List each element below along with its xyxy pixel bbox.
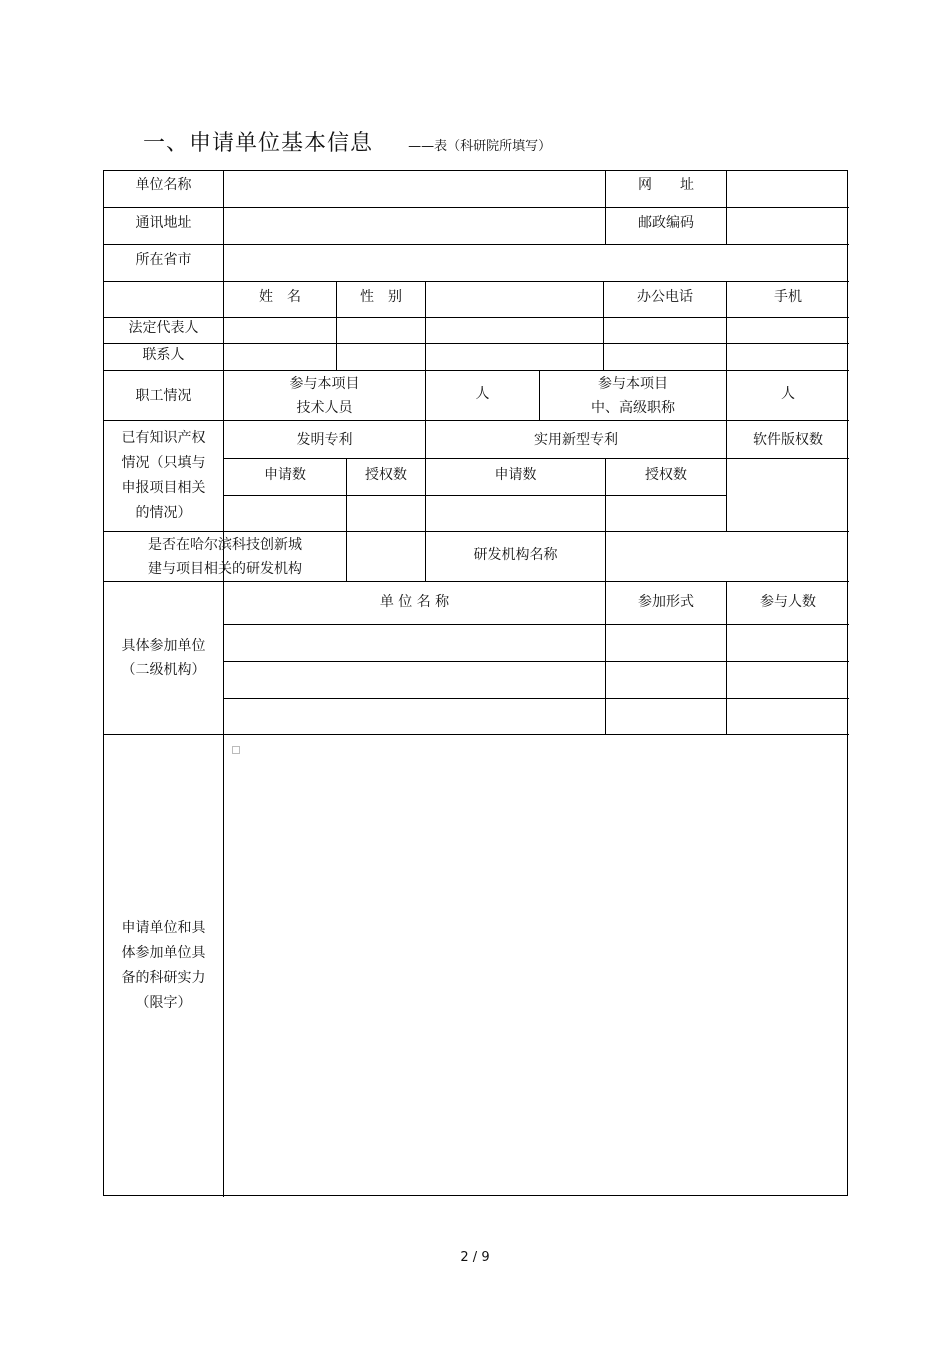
website-label: 网 址 (638, 177, 694, 193)
rd-institution-question: 是否在哈尔滨科技创新城 建与项目相关的研发机构 (148, 536, 302, 577)
page-number: 2 / 9 (460, 1250, 490, 1265)
software-copyright-header: 软件版权数 (753, 431, 823, 448)
staff-senior-unit: 人 (781, 386, 795, 402)
staff-tech-unit: 人 (475, 386, 490, 402)
postcode-label: 邮政编码 (638, 215, 694, 231)
legal-representative-label: 法定代表人 (128, 320, 199, 336)
invention-apply-count-header: 申请数 (264, 467, 306, 483)
province-field[interactable] (224, 245, 849, 281)
rd-institution-name-label: 研发机构名称 (473, 546, 558, 563)
participant-name-header: 单 位 名 称 (379, 593, 450, 610)
page-subtitle: ——表（科研院所填写） (408, 139, 552, 154)
participant-unit-label: 具体参加单位 （二级机构） (121, 638, 206, 678)
staff-label: 职工情况 (135, 387, 192, 404)
invention-grant-count-header: 授权数 (365, 467, 407, 483)
name-column-header: 姓 名 (259, 289, 301, 305)
unit-name-label: 单位名称 (135, 177, 192, 193)
utility-grant-count-header: 授权数 (645, 467, 687, 483)
gender-column-header: 性 别 (360, 289, 402, 305)
research-capability-field[interactable] (224, 735, 849, 1195)
utility-apply-count-header: 申请数 (494, 467, 537, 483)
staff-tech-label: 参与本项目 技术人员 (289, 375, 360, 416)
participant-form-header: 参加形式 (638, 593, 694, 610)
research-capability-label: 申请单位和具 体参加单位具 备的科研实力 （限字） (121, 920, 206, 1011)
website-field[interactable] (727, 171, 849, 207)
rd-institution-name-field[interactable] (606, 532, 849, 581)
invention-patent-header: 发明专利 (296, 431, 353, 448)
participant-count-header: 参与人数 (760, 593, 816, 610)
utility-patent-header: 实用新型专利 (534, 431, 618, 448)
application-form-table (103, 170, 848, 1196)
contact-person-label: 联系人 (142, 347, 185, 363)
postcode-field[interactable] (727, 208, 849, 244)
unit-name-field[interactable] (224, 171, 605, 207)
mobile-column-header: 手机 (774, 289, 802, 305)
form-heading (143, 126, 551, 157)
checkbox-icon[interactable] (232, 746, 240, 754)
address-field[interactable] (224, 208, 605, 244)
staff-senior-label: 参与本项目 中、高级职称 (591, 375, 675, 416)
province-label: 所在省市 (135, 252, 192, 268)
office-phone-column-header: 办公电话 (637, 289, 693, 305)
page-title: 一、申请单位基本信息 (143, 131, 374, 156)
address-label: 通讯地址 (135, 215, 192, 231)
ip-label: 已有知识产权 情况（只填与 申报项目相关 的情况） (121, 430, 206, 521)
